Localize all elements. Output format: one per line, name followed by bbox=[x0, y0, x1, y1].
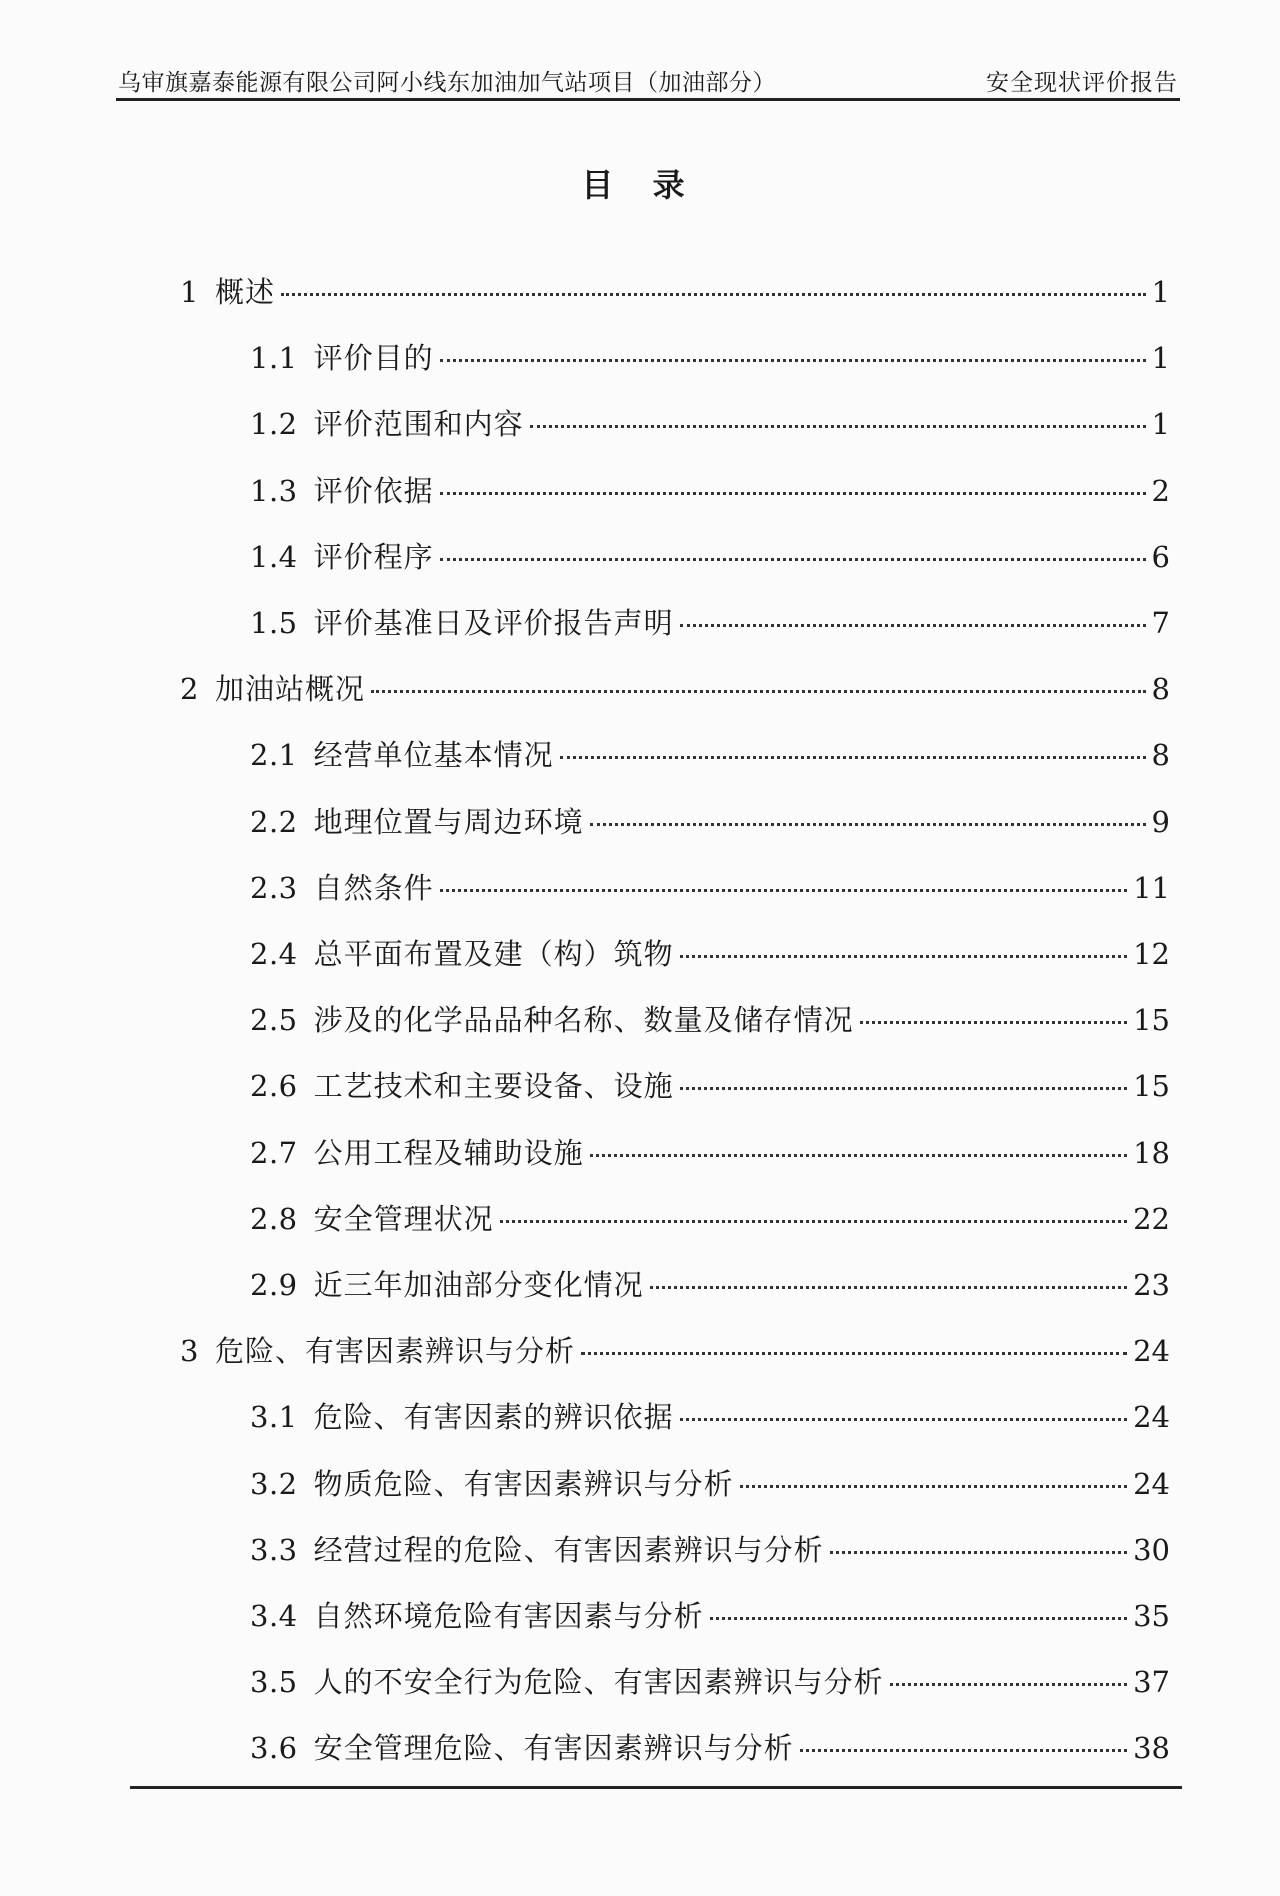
toc-entry-page: 1 bbox=[1151, 341, 1170, 376]
toc-entry-number: 3.4 bbox=[250, 1599, 298, 1633]
toc-entry-title: 经营过程的危险、有害因素辨识与分析 bbox=[313, 1532, 824, 1567]
toc-entry-number: 1 bbox=[180, 275, 199, 309]
toc-entry-page: 7 bbox=[1151, 606, 1170, 640]
toc-entry-page: 11 bbox=[1133, 870, 1170, 905]
toc-entry-page: 2 bbox=[1151, 473, 1170, 508]
toc-entry[interactable] bbox=[250, 1263, 1170, 1303]
toc-entry-page: 8 bbox=[1151, 672, 1170, 707]
toc-entry-number: 2.8 bbox=[250, 1201, 298, 1236]
toc-entry-title: 自然条件 bbox=[313, 870, 434, 905]
toc-entry-page: 12 bbox=[1133, 937, 1170, 971]
toc-entry[interactable] bbox=[250, 866, 1170, 906]
toc-entry-title: 安全管理危险、有害因素辨识与分析 bbox=[313, 1731, 794, 1766]
toc-entry-title: 评价目的 bbox=[313, 341, 434, 376]
toc-entry-number: 3.6 bbox=[250, 1731, 298, 1766]
toc-dot-leader bbox=[680, 624, 1146, 627]
header-project-title: 乌审旗嘉泰能源有限公司阿小线东加油加气站项目（加油部分） bbox=[118, 70, 776, 96]
toc-dot-leader bbox=[530, 425, 1146, 428]
toc-dot-leader bbox=[680, 955, 1127, 958]
toc-entry[interactable] bbox=[250, 1726, 1170, 1766]
toc-entry[interactable] bbox=[250, 733, 1170, 773]
toc-entry-title: 公用工程及辅助设施 bbox=[313, 1135, 584, 1170]
toc-entry-title: 加油站概况 bbox=[214, 672, 365, 707]
toc-entry-number: 1.1 bbox=[250, 341, 298, 376]
toc-entry[interactable] bbox=[250, 402, 1170, 442]
toc-entry-page: 24 bbox=[1133, 1400, 1170, 1435]
toc-dot-leader bbox=[440, 492, 1146, 495]
toc-entry-page: 38 bbox=[1133, 1731, 1170, 1766]
toc-entry-page: 24 bbox=[1133, 1466, 1170, 1501]
toc-dot-leader bbox=[440, 558, 1146, 561]
toc-entry-number: 2.5 bbox=[250, 1003, 298, 1038]
toc-entry-page: 8 bbox=[1151, 738, 1170, 773]
toc-entry-title: 评价程序 bbox=[313, 539, 434, 574]
toc-entry[interactable] bbox=[180, 270, 1170, 310]
toc-entry-page: 15 bbox=[1133, 1003, 1170, 1038]
toc-entry-title: 危险、有害因素的辨识依据 bbox=[313, 1400, 674, 1435]
toc-dot-leader bbox=[890, 1683, 1127, 1686]
toc-entry[interactable] bbox=[250, 535, 1170, 575]
toc-entry-number: 2 bbox=[180, 672, 199, 707]
toc-entry-number: 3.3 bbox=[250, 1532, 298, 1567]
toc-entry-number: 3 bbox=[180, 1334, 199, 1369]
toc-entry-number: 3.2 bbox=[250, 1466, 298, 1501]
toc-entry-page: 23 bbox=[1133, 1268, 1170, 1302]
toc-dot-leader bbox=[680, 1087, 1127, 1090]
toc-entry-title: 涉及的化学品品种名称、数量及储存情况 bbox=[313, 1003, 854, 1038]
toc-dot-leader bbox=[581, 1352, 1127, 1355]
toc-dot-leader bbox=[710, 1617, 1127, 1620]
toc-entry-number: 3.5 bbox=[250, 1665, 298, 1700]
toc-entry[interactable] bbox=[250, 1197, 1170, 1237]
toc-entry[interactable] bbox=[250, 1528, 1170, 1568]
toc-dot-leader bbox=[371, 690, 1146, 693]
toc-entry-title: 自然环境危险有害因素与分析 bbox=[313, 1599, 704, 1633]
toc-entry[interactable] bbox=[250, 336, 1170, 376]
toc-entry-number: 2.9 bbox=[250, 1268, 298, 1302]
toc-entry-title: 危险、有害因素辨识与分析 bbox=[214, 1334, 575, 1369]
toc-entry[interactable] bbox=[250, 1462, 1170, 1502]
toc-entry-title: 概述 bbox=[214, 275, 275, 309]
toc-dot-leader bbox=[830, 1551, 1127, 1554]
toc-title: 目 录 bbox=[581, 166, 699, 204]
toc-entry[interactable] bbox=[250, 469, 1170, 509]
toc-entry[interactable] bbox=[250, 800, 1170, 840]
toc-entry-number: 1.5 bbox=[250, 606, 298, 640]
toc-dot-leader bbox=[800, 1749, 1127, 1752]
toc-dot-leader bbox=[680, 1418, 1127, 1421]
toc-dot-leader bbox=[860, 1021, 1127, 1024]
toc-entry-title: 安全管理状况 bbox=[313, 1201, 494, 1236]
toc-entry-number: 1.2 bbox=[250, 407, 298, 442]
toc-entry-title: 评价依据 bbox=[313, 473, 434, 508]
toc-dot-leader bbox=[560, 756, 1146, 759]
toc-entry[interactable] bbox=[180, 1329, 1170, 1369]
toc-entry-title: 人的不安全行为危险、有害因素辨识与分析 bbox=[313, 1665, 884, 1700]
toc-entry[interactable] bbox=[250, 1594, 1170, 1634]
toc-entry[interactable] bbox=[250, 601, 1170, 641]
toc-entry[interactable] bbox=[250, 1064, 1170, 1104]
header-report-type: 安全现状评价报告 bbox=[986, 70, 1178, 96]
toc-entry-page: 30 bbox=[1133, 1532, 1170, 1567]
toc-dot-leader bbox=[500, 1220, 1127, 1223]
toc-entry[interactable] bbox=[180, 667, 1170, 707]
toc-entry-page: 1 bbox=[1151, 275, 1170, 309]
toc-entry[interactable] bbox=[250, 998, 1170, 1038]
toc-entry[interactable] bbox=[250, 932, 1170, 972]
toc-entry-page: 37 bbox=[1133, 1665, 1170, 1700]
toc-dot-leader bbox=[440, 359, 1146, 362]
toc-entry[interactable] bbox=[250, 1395, 1170, 1435]
toc-dot-leader bbox=[590, 823, 1146, 826]
toc-entry-title: 地理位置与周边环境 bbox=[313, 804, 584, 839]
toc-dot-leader bbox=[740, 1485, 1127, 1488]
toc-entry-number: 3.1 bbox=[250, 1400, 298, 1435]
toc-entry-page: 1 bbox=[1151, 407, 1170, 442]
toc-entry-page: 24 bbox=[1133, 1334, 1170, 1369]
toc-entry-number: 2.1 bbox=[250, 738, 298, 773]
toc-entry-page: 18 bbox=[1133, 1135, 1170, 1170]
toc-dot-leader bbox=[590, 1154, 1127, 1157]
toc-entry-title: 工艺技术和主要设备、设施 bbox=[313, 1069, 674, 1104]
toc-entry-title: 评价范围和内容 bbox=[313, 407, 524, 442]
toc-entry-page: 15 bbox=[1133, 1069, 1170, 1104]
toc-entry-number: 1.3 bbox=[250, 473, 298, 508]
toc-entry-number: 1.4 bbox=[250, 539, 298, 574]
toc-entry[interactable] bbox=[250, 1660, 1170, 1700]
toc-entry-title: 经营单位基本情况 bbox=[313, 738, 554, 773]
toc-entry-title: 评价基准日及评价报告声明 bbox=[313, 606, 674, 640]
toc-entry-title: 物质危险、有害因素辨识与分析 bbox=[313, 1466, 734, 1501]
toc-dot-leader bbox=[281, 293, 1146, 296]
toc-entry-number: 2.7 bbox=[250, 1135, 298, 1170]
toc-entry-number: 2.2 bbox=[250, 804, 298, 839]
toc-entry-page: 6 bbox=[1151, 539, 1170, 574]
toc-entry[interactable] bbox=[250, 1131, 1170, 1171]
toc-entry-page: 22 bbox=[1133, 1201, 1170, 1236]
toc-entry-number: 2.6 bbox=[250, 1069, 298, 1104]
footer-divider bbox=[130, 1786, 1182, 1789]
toc-entry-number: 2.3 bbox=[250, 870, 298, 905]
toc-entry-title: 总平面布置及建（构）筑物 bbox=[313, 937, 674, 971]
toc-entry-page: 9 bbox=[1151, 804, 1170, 839]
page-header bbox=[118, 58, 1178, 98]
toc-entry-title: 近三年加油部分变化情况 bbox=[313, 1268, 644, 1302]
toc-entry-number: 2.4 bbox=[250, 937, 298, 971]
header-divider bbox=[116, 98, 1180, 101]
toc-entry-page: 35 bbox=[1133, 1599, 1170, 1633]
toc-dot-leader bbox=[650, 1286, 1127, 1289]
toc-dot-leader bbox=[440, 889, 1127, 892]
